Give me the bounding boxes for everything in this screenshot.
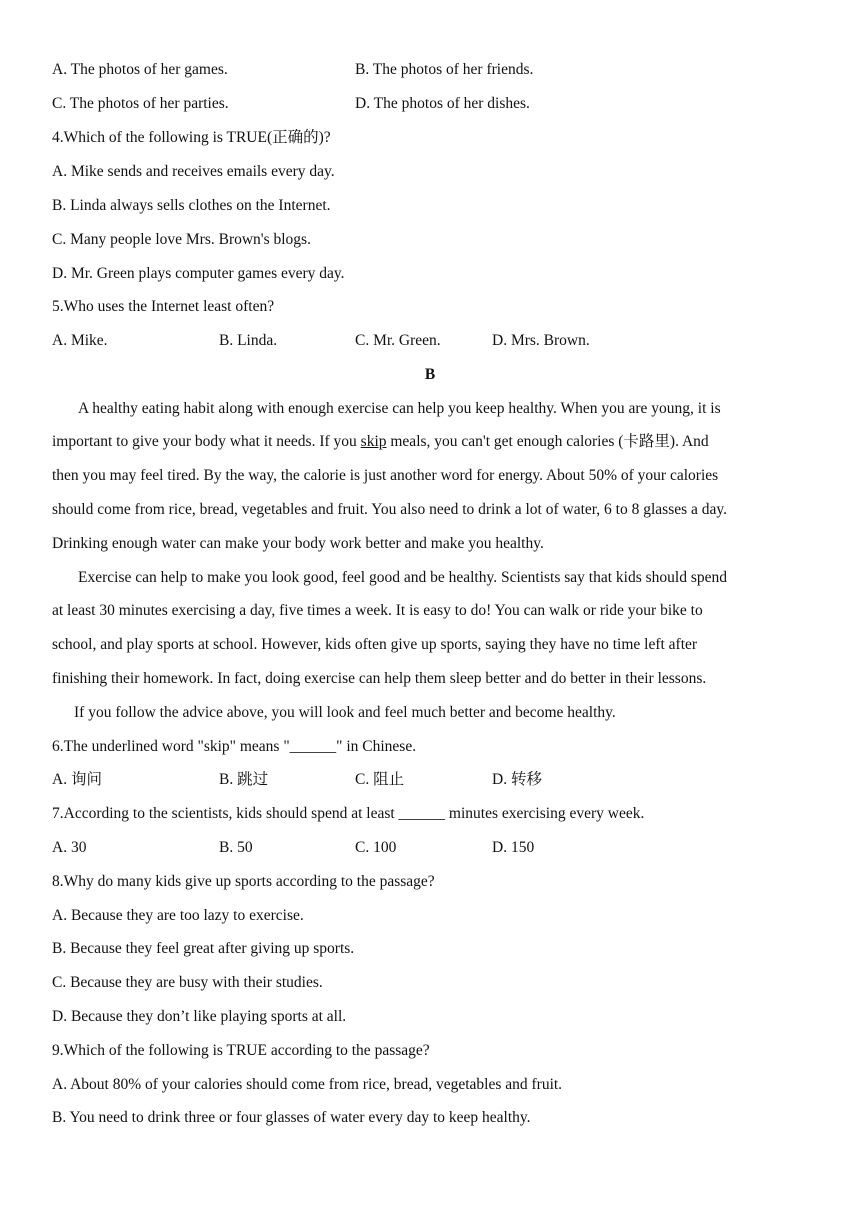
q7-option-a: A. 30 (52, 839, 87, 856)
q5-option-c: C. Mr. Green. (355, 332, 441, 349)
q5-option-a: A. Mike. (52, 332, 108, 349)
section-heading: B (424, 366, 436, 383)
passage-p1-line1: A healthy eating habit along with enough exercise can help you keep healthy. When you are young, it is (78, 400, 721, 417)
q4-option-c: C. Many people love Mrs. Brown's blogs. (52, 231, 311, 248)
underlined-word-skip: skip (360, 433, 387, 450)
q4-option-b: B. Linda always sells clothes on the Internet. (52, 197, 331, 214)
q3-option-d: D. The photos of her dishes. (355, 95, 530, 112)
passage-text: meals, you can't get enough calories (卡路里). And (386, 433, 709, 450)
passage-p3-line1: If you follow the advice above, you will look and feel much better and become healthy. (74, 704, 616, 721)
passage-p2-line2: at least 30 minutes exercising a day, five times a week. It is easy to do! You can walk or ride your bike to (52, 602, 703, 619)
q3-option-c: C. The photos of her parties. (52, 95, 229, 112)
q6-option-d: D. 转移 (492, 771, 542, 788)
q6-option-c: C. 阻止 (355, 771, 405, 788)
passage-p1-line3: then you may feel tired. By the way, the calorie is just another word for energy. About 50% of your calories (52, 467, 719, 484)
passage-p2-line4: finishing their homework. In fact, doing exercise can help them sleep better and do better in their lessons. (52, 670, 707, 687)
q3-option-a: A. The photos of her games. (52, 61, 228, 78)
passage-p1-line5: Drinking enough water can make your body work better and make you healthy. (52, 535, 544, 552)
passage-text: important to give your body what it needs. If you (52, 433, 361, 450)
q7-option-d: D. 150 (492, 839, 535, 856)
q8-stem: 8.Why do many kids give up sports according to the passage? (52, 873, 435, 890)
q4-option-a: A. Mike sends and receives emails every day. (52, 163, 335, 180)
passage-p2-line1: Exercise can help to make you look good, feel good and be healthy. Scientists say that kids should spend (78, 569, 727, 586)
passage-p1-line4: should come from rice, bread, vegetables and fruit. You also need to drink a lot of water, 6 to 8 glasses a day. (52, 501, 728, 518)
q9-option-b: B. You need to drink three or four glasses of water every day to keep healthy. (52, 1109, 531, 1126)
q7-option-b: B. 50 (219, 839, 253, 856)
q7-stem: 7.According to the scientists, kids should spend at least ______ minutes exercising every week. (52, 805, 645, 822)
passage-p2-line3: school, and play sports at school. However, kids often give up sports, saying they have no time left after (52, 636, 698, 653)
q6-option-b: B. 跳过 (219, 771, 269, 788)
passage-p1-line2 (52, 432, 709, 452)
q7-option-c: C. 100 (355, 839, 397, 856)
q4-stem: 4.Which of the following is TRUE(正确的)? (52, 129, 331, 146)
q4-option-d: D. Mr. Green plays computer games every day. (52, 265, 345, 282)
q8-option-b: B. Because they feel great after giving up sports. (52, 940, 355, 957)
q5-option-d: D. Mrs. Brown. (492, 332, 590, 349)
q9-option-a: A. About 80% of your calories should come from rice, bread, vegetables and fruit. (52, 1076, 563, 1093)
q9-stem: 9.Which of the following is TRUE according to the passage? (52, 1042, 430, 1059)
q3-option-b: B. The photos of her friends. (355, 61, 534, 78)
q6-option-a: A. 询问 (52, 771, 102, 788)
q6-stem: 6.The underlined word "skip" means "______" in Chinese. (52, 738, 417, 755)
q5-stem: 5.Who uses the Internet least often? (52, 298, 275, 315)
q8-option-c: C. Because they are busy with their studies. (52, 974, 323, 991)
q5-option-b: B. Linda. (219, 332, 278, 349)
q8-option-a: A. Because they are too lazy to exercise. (52, 907, 304, 924)
q8-option-d: D. Because they don’t like playing sports at all. (52, 1008, 347, 1025)
